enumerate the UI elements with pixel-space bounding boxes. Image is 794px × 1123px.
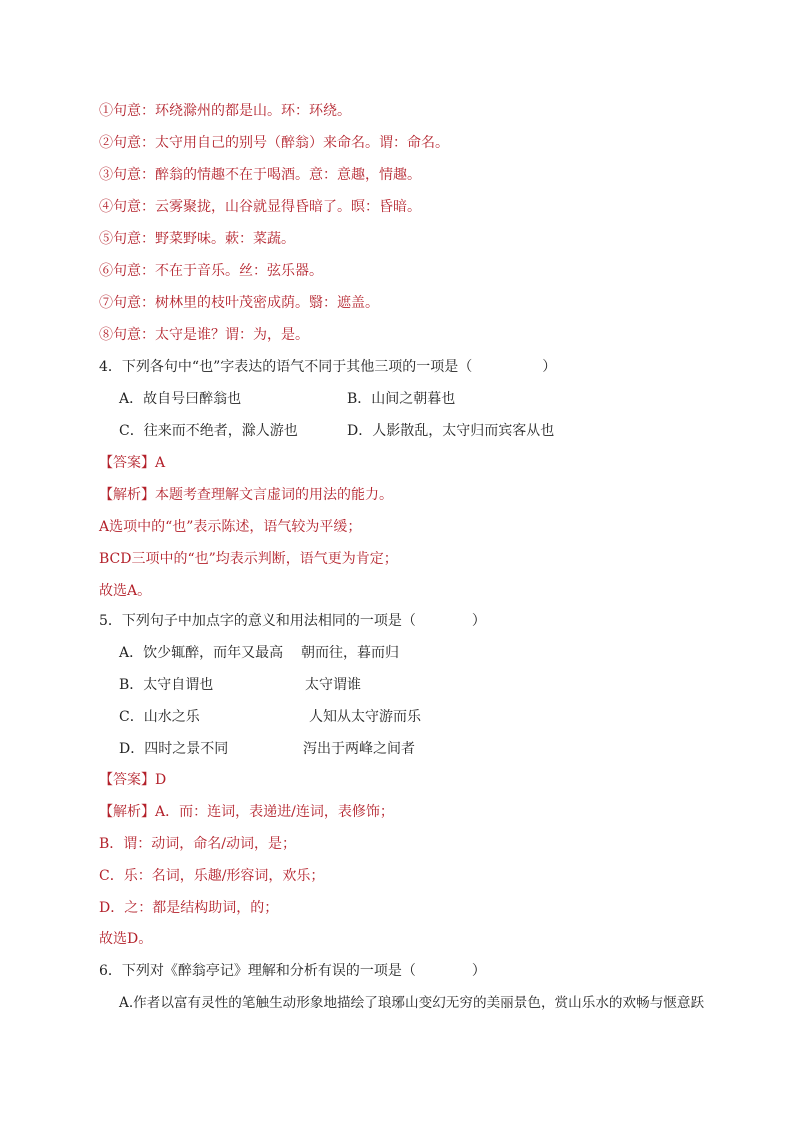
q5-option-d-left: D．四时之景不同: [119, 741, 229, 757]
q5-answer: [99, 770, 166, 790]
q5-option-b-right: 太守谓谁: [305, 677, 361, 693]
q5-analysis-text: A．而：连词，表递进/连词，表修饰；: [155, 804, 394, 820]
q5-analysis: [99, 802, 394, 822]
q5-option-c-left: C．山水之乐: [119, 709, 200, 725]
explanation-7: ⑦句意：树林里的枝叶茂密成荫。翳：遮盖。: [99, 295, 379, 311]
q4-option-c: C．往来而不绝者，滁人游也: [119, 423, 298, 439]
q4-analysis-line-1: A选项中的“也”表示陈述，语气较为平缓；: [99, 519, 362, 535]
question-5: 5．下列句子中加点字的意义和用法相同的一项是（ ）: [99, 613, 486, 629]
q4-option-d: D．人影散乱，太守归而宾客从也: [347, 423, 555, 439]
q5-analysis-line-3: D．之：都是结构助词，的；: [99, 900, 279, 916]
question-4: 4．下列各句中“也”字表达的语气不同于其他三项的一项是（ ）: [99, 359, 557, 375]
q4-option-b: B．山间之朝暮也: [347, 391, 456, 407]
q4-analysis-line-2: BCD三项中的“也”均表示判断，语气更为肯定；: [99, 551, 398, 567]
question-6: 6．下列对《醉翁亭记》理解和分析有误的一项是（ ）: [99, 963, 486, 979]
explanation-4: ④句意：云雾聚拢，山谷就显得昏暗了。暝：昏暗。: [99, 199, 421, 215]
q4-analysis: [99, 485, 393, 505]
q5-answer-tag: 【答案】: [99, 772, 155, 788]
explanation-6: ⑥句意：不在于音乐。丝：弦乐器。: [99, 263, 323, 279]
q6-option-a: A.作者以富有灵性的笔触生动形象地描绘了琅琊山变幻无穷的美丽景色，赏山乐水的欢畅与惬意跃: [119, 995, 705, 1011]
q5-option-d-right: 泻出于两峰之间者: [303, 741, 415, 757]
q5-option-a-left: A．饮少辄醉，而年又最高: [119, 645, 284, 661]
q5-analysis-line-4: 故选D。: [99, 931, 153, 947]
q5-analysis-tag: 【解析】: [99, 804, 155, 820]
q4-analysis-tag: 【解析】: [99, 487, 155, 503]
explanation-2: ②句意：太守用自己的别号（醉翁）来命名。谓：命名。: [99, 135, 449, 151]
q4-analysis-text: 本题考查理解文言虚词的用法的能力。: [155, 487, 393, 503]
q4-answer: [99, 453, 165, 473]
explanation-5: ⑤句意：野菜野味。蔌：菜蔬。: [99, 231, 295, 247]
q5-option-c-right: 人知从太守游而乐: [309, 709, 421, 725]
q5-option-a-right: 朝而往，暮而归: [301, 645, 399, 661]
explanation-3: ③句意：醉翁的情趣不在于喝酒。意：意趣，情趣。: [99, 167, 421, 183]
q5-analysis-line-2: C．乐：名词，乐趣/形容词，欢乐；: [99, 868, 325, 884]
q4-answer-value: A: [155, 455, 166, 471]
q4-option-a: A．故自号曰醉翁也: [119, 391, 242, 407]
q4-answer-tag: 【答案】: [99, 455, 155, 471]
explanation-8: ⑧句意：太守是谁？谓：为，是。: [99, 327, 309, 343]
q5-analysis-line-1: B．谓：动词，命名/动词，是；: [99, 836, 297, 852]
explanation-1: ①句意：环绕滁州的都是山。环：环绕。: [99, 103, 351, 119]
q5-option-b-left: B．太守自谓也: [119, 677, 214, 693]
q5-answer-value: D: [155, 772, 167, 788]
q4-analysis-line-3: 故选A。: [99, 583, 152, 599]
